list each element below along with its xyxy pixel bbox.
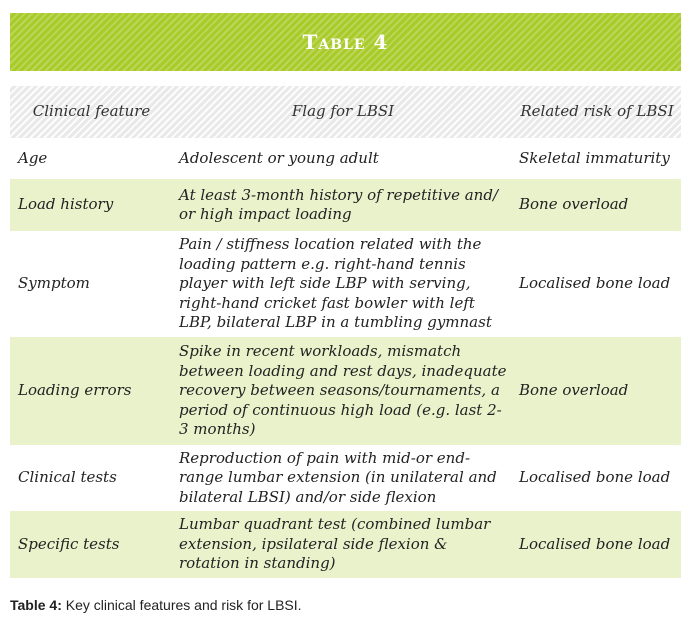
- feature-cell: Load history: [18, 195, 114, 214]
- flag-cell: Reproduction of pain with mid-or end-range lumbar extension (in unilateral and bilateral LBSI) and/or side flexion: [179, 448, 497, 506]
- table-row: [10, 511, 681, 578]
- table-banner: [10, 13, 681, 71]
- flag-cell: At least 3-month history of repetitive and/ or high impact loading: [179, 185, 498, 223]
- header-related-risk: Related risk of LBSI: [520, 102, 674, 121]
- header-clinical-feature: Clinical feature: [32, 102, 151, 121]
- banner-title: Table 4: [302, 30, 389, 54]
- table-row: [10, 179, 681, 231]
- risk-cell: Localised bone load: [519, 274, 671, 293]
- header-flag-for-lbsi: Flag for LBSI: [291, 102, 395, 121]
- clinical-features-table: [10, 86, 681, 578]
- table-header-row: [10, 86, 681, 138]
- feature-cell: Age: [18, 148, 48, 167]
- table-caption: [10, 597, 302, 613]
- feature-cell: Specific tests: [18, 534, 120, 553]
- table-row: [10, 138, 681, 179]
- feature-cell: Symptom: [18, 274, 90, 293]
- table-row: [10, 337, 681, 445]
- table-row: [10, 231, 681, 337]
- flag-cell: Lumbar quadrant test (combined lumbar extension, ipsilateral side flexion & rotation in standing): [179, 515, 491, 573]
- feature-cell: Loading errors: [18, 381, 132, 400]
- risk-cell: Localised bone load: [519, 534, 671, 553]
- risk-cell: Localised bone load: [519, 468, 671, 487]
- caption-label: Table 4:: [10, 597, 62, 613]
- caption-text: Key clinical features and risk for LBSI.: [61, 597, 302, 613]
- flag-cell: Adolescent or young adult: [179, 148, 379, 167]
- table-row: [10, 445, 681, 511]
- risk-cell: Bone overload: [519, 195, 629, 214]
- risk-cell: Skeletal immaturity: [519, 148, 670, 167]
- flag-cell: Spike in recent workloads, mismatch between loading and rest days, inadequate recovery between seasons/tournaments, a period of continuous high load (e.g. last 2-3 months): [179, 342, 507, 439]
- risk-cell: Bone overload: [519, 381, 629, 400]
- flag-cell: Pain / stiffness location related with the loading pattern e.g. right-hand tennis player with left side LBP with serving, right-hand cricket fast bowler with left LBP, bilateral LBP in a tumbling gymnast: [179, 235, 492, 332]
- feature-cell: Clinical tests: [18, 468, 117, 487]
